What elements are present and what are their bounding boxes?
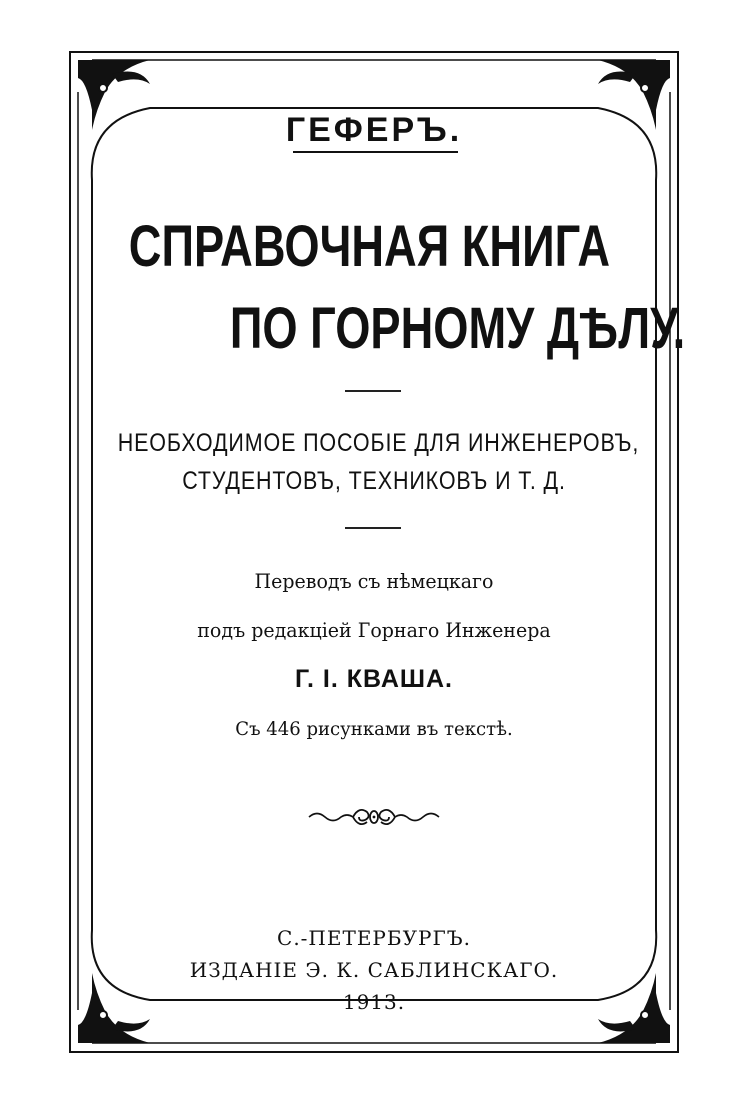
author-name: ГЕФЕРЪ. <box>285 111 463 149</box>
publisher-city: С.-ПЕТЕРБУРГЪ. <box>277 926 471 950</box>
translation-line-2: подъ редакціей Горнаго Инженера <box>197 618 551 642</box>
editor-name: Г. І. КВАША. <box>294 665 454 693</box>
translation-line-1: Переводъ съ нѣмецкаго <box>254 569 494 593</box>
figures-note: Съ 446 рисунками въ текстѣ. <box>235 718 513 740</box>
book-title-text-2: ПО ГОРНОМУ ДѢЛУ. <box>229 296 686 361</box>
author-underline <box>293 151 458 153</box>
title-content <box>76 60 686 1045</box>
publisher-name: ИЗДАНІЕ Э. К. САБЛИНСКАГО. <box>189 958 559 982</box>
divider-rule-1 <box>345 390 401 392</box>
vignette-ornament-icon <box>307 804 441 830</box>
book-title-text-1: СПРАВОЧНАЯ КНИГА <box>128 214 611 279</box>
publication-year: 1913. <box>342 990 406 1014</box>
subtitle-line-2: СТУДЕНТОВЪ, ТЕХНИКОВЪ И Т. Д. <box>182 467 566 495</box>
subtitle-line-1: НЕОБХОДИМОЕ ПОСОБІЕ ДЛЯ ИНЖЕНЕРОВЪ, <box>117 429 640 457</box>
divider-rule-2 <box>345 527 401 529</box>
